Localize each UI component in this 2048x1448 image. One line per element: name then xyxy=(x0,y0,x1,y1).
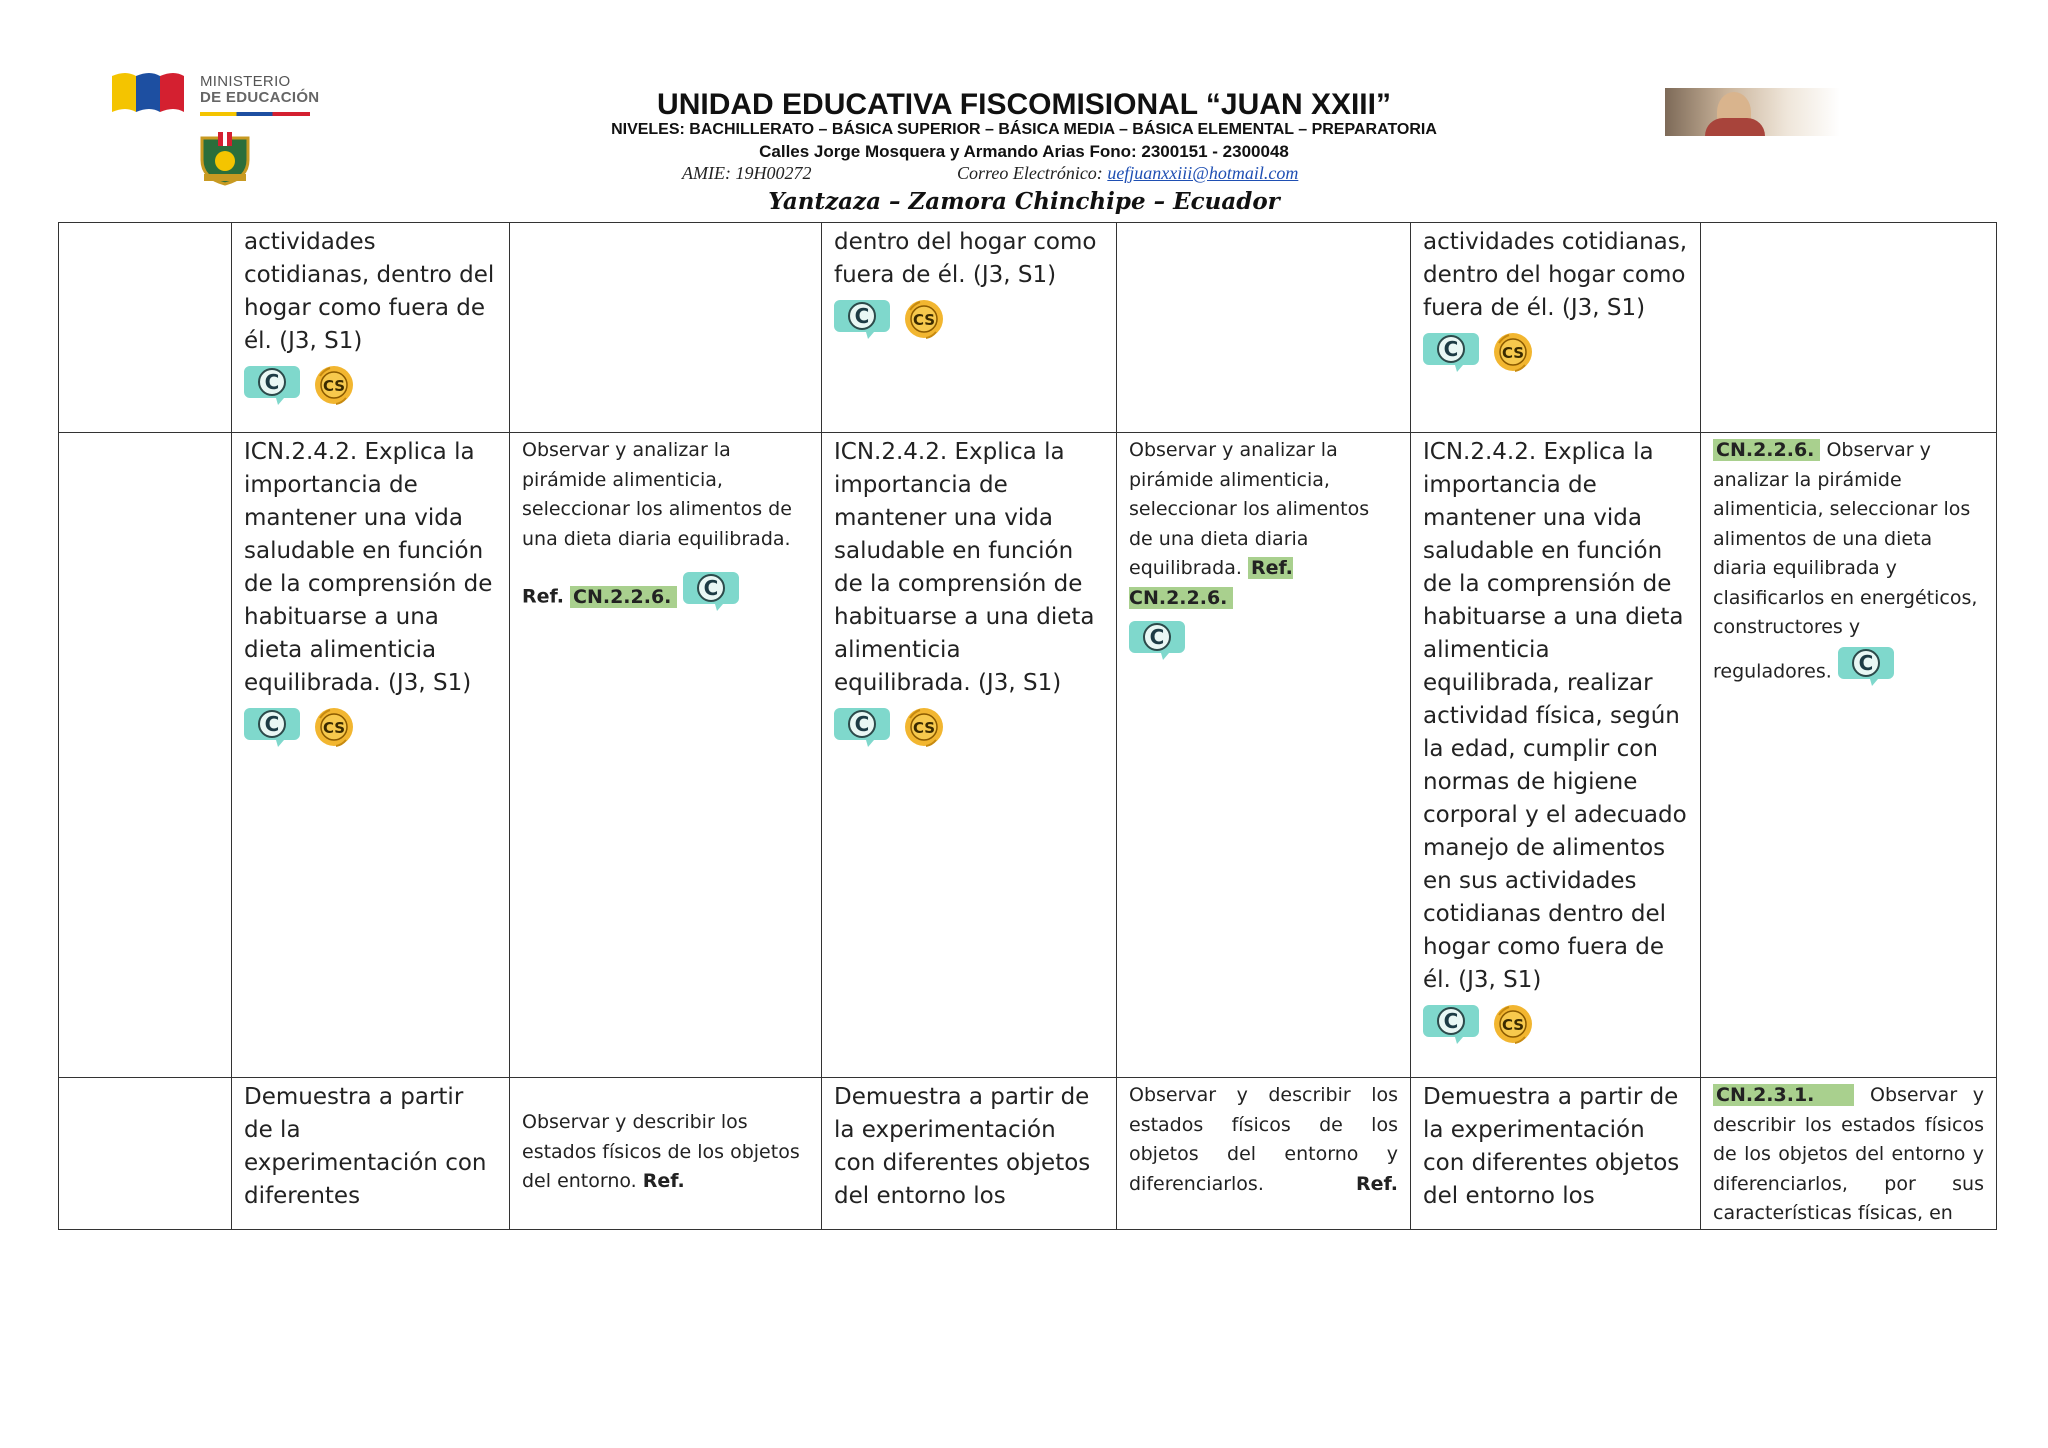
table-cell xyxy=(1117,1078,1411,1230)
svg-text:C: C xyxy=(854,304,870,328)
c-speech-bubble-icon xyxy=(244,362,300,406)
cell-text: CN.2.2.6. Observar y analizar la pirámide alimenticia, seleccionar los alimentos de una dieta diaria equilibrada y clasificarlos en energéticos, constructores y reguladores. C xyxy=(1713,436,1984,687)
cell-text: Demuestra a partir de la experimentación con diferentes objetos del entorno los xyxy=(1423,1084,1680,1209)
table-cell xyxy=(510,433,822,1078)
table-cell xyxy=(1701,1078,1997,1230)
cell-text: Observar y analizar la pirámide alimenticia, seleccionar los alimentos de una dieta diaria equilibrada. Ref. CN.2.2.6. xyxy=(1129,439,1370,609)
cell-text: Observar y describir los estados físicos de los objetos del entorno y diferenciarlos. Ref. xyxy=(1129,1081,1398,1199)
curriculum-code: CN.2.2.6. xyxy=(1713,439,1820,461)
table-cell xyxy=(510,223,822,433)
table-cell xyxy=(1117,433,1411,1078)
svg-text:CS: CS xyxy=(322,719,346,737)
c-speech-bubble-icon xyxy=(1423,329,1479,373)
ref-label: Ref. xyxy=(522,585,564,608)
table-cell xyxy=(1701,223,1997,433)
icon-group xyxy=(244,704,497,748)
ministry-line1: MINISTERIO xyxy=(200,73,291,90)
c-speech-bubble-icon xyxy=(244,704,300,748)
table-row xyxy=(59,223,1997,433)
table-cell xyxy=(822,223,1117,433)
cell-text: Observar y analizar la pirámide alimenticia, seleccionar los alimentos de una dieta diaria equilibrada. xyxy=(522,439,792,550)
table-cell xyxy=(1411,223,1701,433)
c-speech-bubble-icon xyxy=(834,296,890,340)
cs-badge-icon xyxy=(1489,329,1537,373)
cs-badge-icon xyxy=(900,296,948,340)
icon-group xyxy=(683,568,739,612)
svg-text:CS: CS xyxy=(322,377,346,395)
c-speech-bubble-icon xyxy=(834,704,890,748)
cell-text: actividades cotidianas, dentro del hogar como fuera de él. (J3, S1) xyxy=(244,229,495,354)
table-cell xyxy=(232,223,510,433)
ministry-line2: DE EDUCACIÓN xyxy=(200,89,320,106)
cell-text: ICN.2.4.2. Explica la importancia de mantener una vida saludable en función de la comprensión de habituarse a una dieta alimenticia equilibrada. (J3, S1) xyxy=(834,439,1095,696)
table-cell xyxy=(822,1078,1117,1230)
amie-code: AMIE: 19H00272 xyxy=(682,163,812,183)
planning-table xyxy=(58,222,1997,1230)
table-cell xyxy=(232,1078,510,1230)
email-line xyxy=(957,163,1298,184)
icon-group xyxy=(834,704,1104,748)
icon-group xyxy=(1838,643,1894,687)
icon-group xyxy=(834,296,1104,340)
email-label: Correo Electrónico: xyxy=(957,163,1103,183)
cell-text: actividades cotidianas, dentro del hogar como fuera de él. (J3, S1) xyxy=(1423,229,1688,321)
c-speech-bubble-icon xyxy=(683,568,739,612)
icon-group xyxy=(1423,1001,1688,1045)
c-speech-bubble-icon xyxy=(1129,617,1185,661)
c-speech-bubble-icon xyxy=(1838,643,1894,687)
svg-text:CS: CS xyxy=(912,719,936,737)
table-cell xyxy=(59,433,232,1078)
table-row xyxy=(59,1078,1997,1230)
svg-text:C: C xyxy=(1443,337,1459,361)
cell-text: CN.2.3.1. Observar y describir los estados físicos de los objetos del entorno y diferenciarlos, por sus características físicas, en xyxy=(1713,1084,1984,1224)
table-cell xyxy=(1117,223,1411,433)
school-address: Calles Jorge Mosquera y Armando Arias Fono: 2300151 - 2300048 xyxy=(759,142,1289,161)
svg-text:C: C xyxy=(1149,625,1165,649)
curriculum-code: CN.2.2.6. xyxy=(570,586,677,608)
cs-badge-icon xyxy=(1489,1001,1537,1045)
ref-label: Ref. xyxy=(642,1170,685,1192)
table-row xyxy=(59,433,1997,1078)
reference-line xyxy=(522,568,809,612)
svg-text:C: C xyxy=(264,712,280,736)
icon-group xyxy=(244,362,497,406)
svg-text:C: C xyxy=(264,370,280,394)
icon-group xyxy=(1423,329,1688,373)
svg-text:CS: CS xyxy=(1501,1016,1525,1034)
cell-text: dentro del hogar como fuera de él. (J3, S1) xyxy=(834,229,1097,288)
svg-text:C: C xyxy=(854,712,870,736)
cell-text: Demuestra a partir de la experimentación con diferentes xyxy=(244,1084,487,1209)
school-title: UNIDAD EDUCATIVA FISCOMISIONAL “JUAN XXIII” xyxy=(657,88,1391,121)
table-cell xyxy=(59,223,232,433)
svg-text:CS: CS xyxy=(912,311,936,329)
table-cell xyxy=(1411,433,1701,1078)
curriculum-code: Ref. CN.2.2.6. xyxy=(1129,557,1293,609)
curriculum-code: CN.2.3.1. xyxy=(1713,1084,1854,1106)
cell-text: ICN.2.4.2. Explica la importancia de mantener una vida saludable en función de la comprensión de habituarse a una dieta alimenticia equilibrada. (J3, S1) xyxy=(244,439,493,696)
svg-text:C: C xyxy=(704,576,719,600)
cs-badge-icon xyxy=(310,704,358,748)
svg-text:C: C xyxy=(1443,1009,1459,1033)
table-cell xyxy=(59,1078,232,1230)
school-levels: NIVELES: BACHILLERATO – BÁSICA SUPERIOR – BÁSICA MEDIA – BÁSICA ELEMENTAL – PREPARATORIA xyxy=(611,121,1437,138)
city-line: Yantzaza – Zamora Chinchipe – Ecuador xyxy=(768,188,1280,215)
table-cell xyxy=(232,433,510,1078)
c-speech-bubble-icon xyxy=(1423,1001,1479,1045)
cs-badge-icon xyxy=(310,362,358,406)
ref-label: Ref. xyxy=(1356,1172,1398,1195)
svg-text:C: C xyxy=(1858,650,1874,675)
table-cell xyxy=(1411,1078,1701,1230)
icon-group xyxy=(1129,617,1398,661)
table-cell xyxy=(510,1078,822,1230)
cell-text: Observar y describir los estados físicos de los objetos del entorno. Ref. xyxy=(522,1111,800,1192)
cell-text: ICN.2.4.2. Explica la importancia de mantener una vida saludable en función de la comprensión de habituarse a una dieta alimenticia equilibrada, realizar actividad física, según la edad, cumplir con normas de higiene corporal y el adecuado manejo de alimentos en sus actividades cotidianas dentro del hogar como fuera de él. (J3, S1) xyxy=(1423,439,1687,993)
cell-text: Demuestra a partir de la experimentación con diferentes objetos del entorno los xyxy=(834,1084,1091,1209)
email-link[interactable]: uefjuanxxiii@hotmail.com xyxy=(1107,163,1299,183)
svg-text:CS: CS xyxy=(1501,344,1525,362)
document-header xyxy=(0,0,2048,225)
table-cell xyxy=(1701,433,1997,1078)
table-cell xyxy=(822,433,1117,1078)
cs-badge-icon xyxy=(900,704,948,748)
